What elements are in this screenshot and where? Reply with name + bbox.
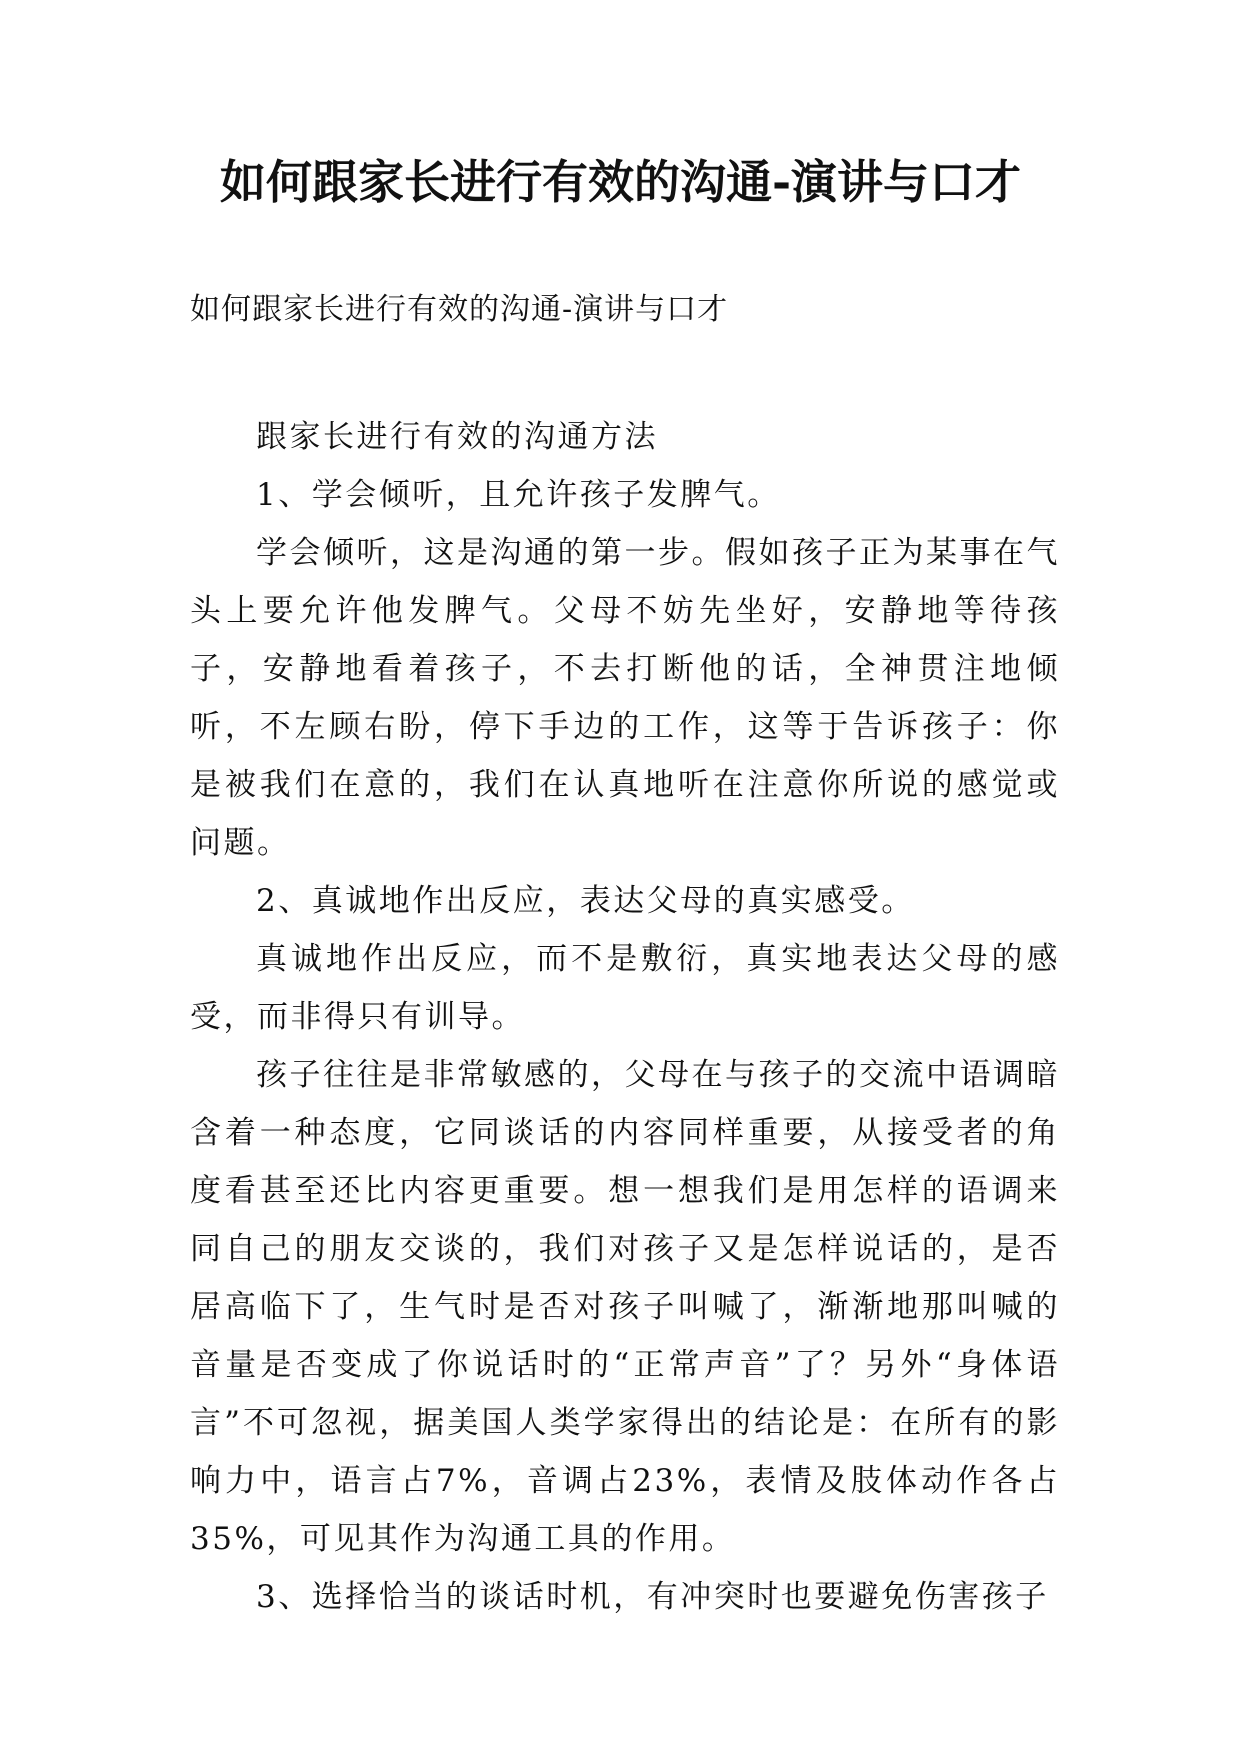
point-heading-3: 3、选择恰当的谈话时机，有冲突时也要避免伤害孩子 bbox=[256, 1579, 1049, 1615]
document-title: 如何跟家长进行有效的沟通-演讲与口才 bbox=[219, 155, 1022, 209]
section-heading: 跟家长进行有效的沟通方法 bbox=[256, 419, 658, 455]
paragraph-2: 真诚地作出反应，而不是敷衍，真实地表达父母的感受，而非得只有训导。 bbox=[190, 941, 1060, 1035]
document-subtitle: 如何跟家长进行有效的沟通-演讲与口才 bbox=[190, 292, 729, 327]
point-heading-2: 2、真诚地作出反应，表达父母的真实感受。 bbox=[256, 883, 915, 919]
point-heading-1: 1、学会倾听，且允许孩子发脾气。 bbox=[256, 477, 781, 513]
document-body bbox=[190, 408, 1060, 1626]
paragraph-3: 孩子往往是非常敏感的，父母在与孩子的交流中语调暗含着一种态度，它同谈话的内容同样重要，从接受者的角度看甚至还比内容更重要。想一想我们是用怎样的语调来同自己的朋友交谈的，我们对孩子又是怎样说话的，是否居高临下了，生气时是否对孩子叫喊了，渐渐地那叫喊的音量是否变成了你说话时的“正常声音”了？另外“身体语言”不可忽视，据美国人类学家得出的结论是：在所有的影响力中，语言占7%，音调占23%，表情及肢体动作各占35%，可见其作为沟通工具的作用。 bbox=[190, 1057, 1060, 1557]
paragraph-1: 学会倾听，这是沟通的第一步。假如孩子正为某事在气头上要允许他发脾气。父母不妨先坐好，安静地等待孩子，安静地看着孩子，不去打断他的话，全神贯注地倾听，不左顾右盼，停下手边的工作，这等于告诉孩子：你是被我们在意的，我们在认真地听在注意你所说的感觉或问题。 bbox=[190, 535, 1060, 861]
